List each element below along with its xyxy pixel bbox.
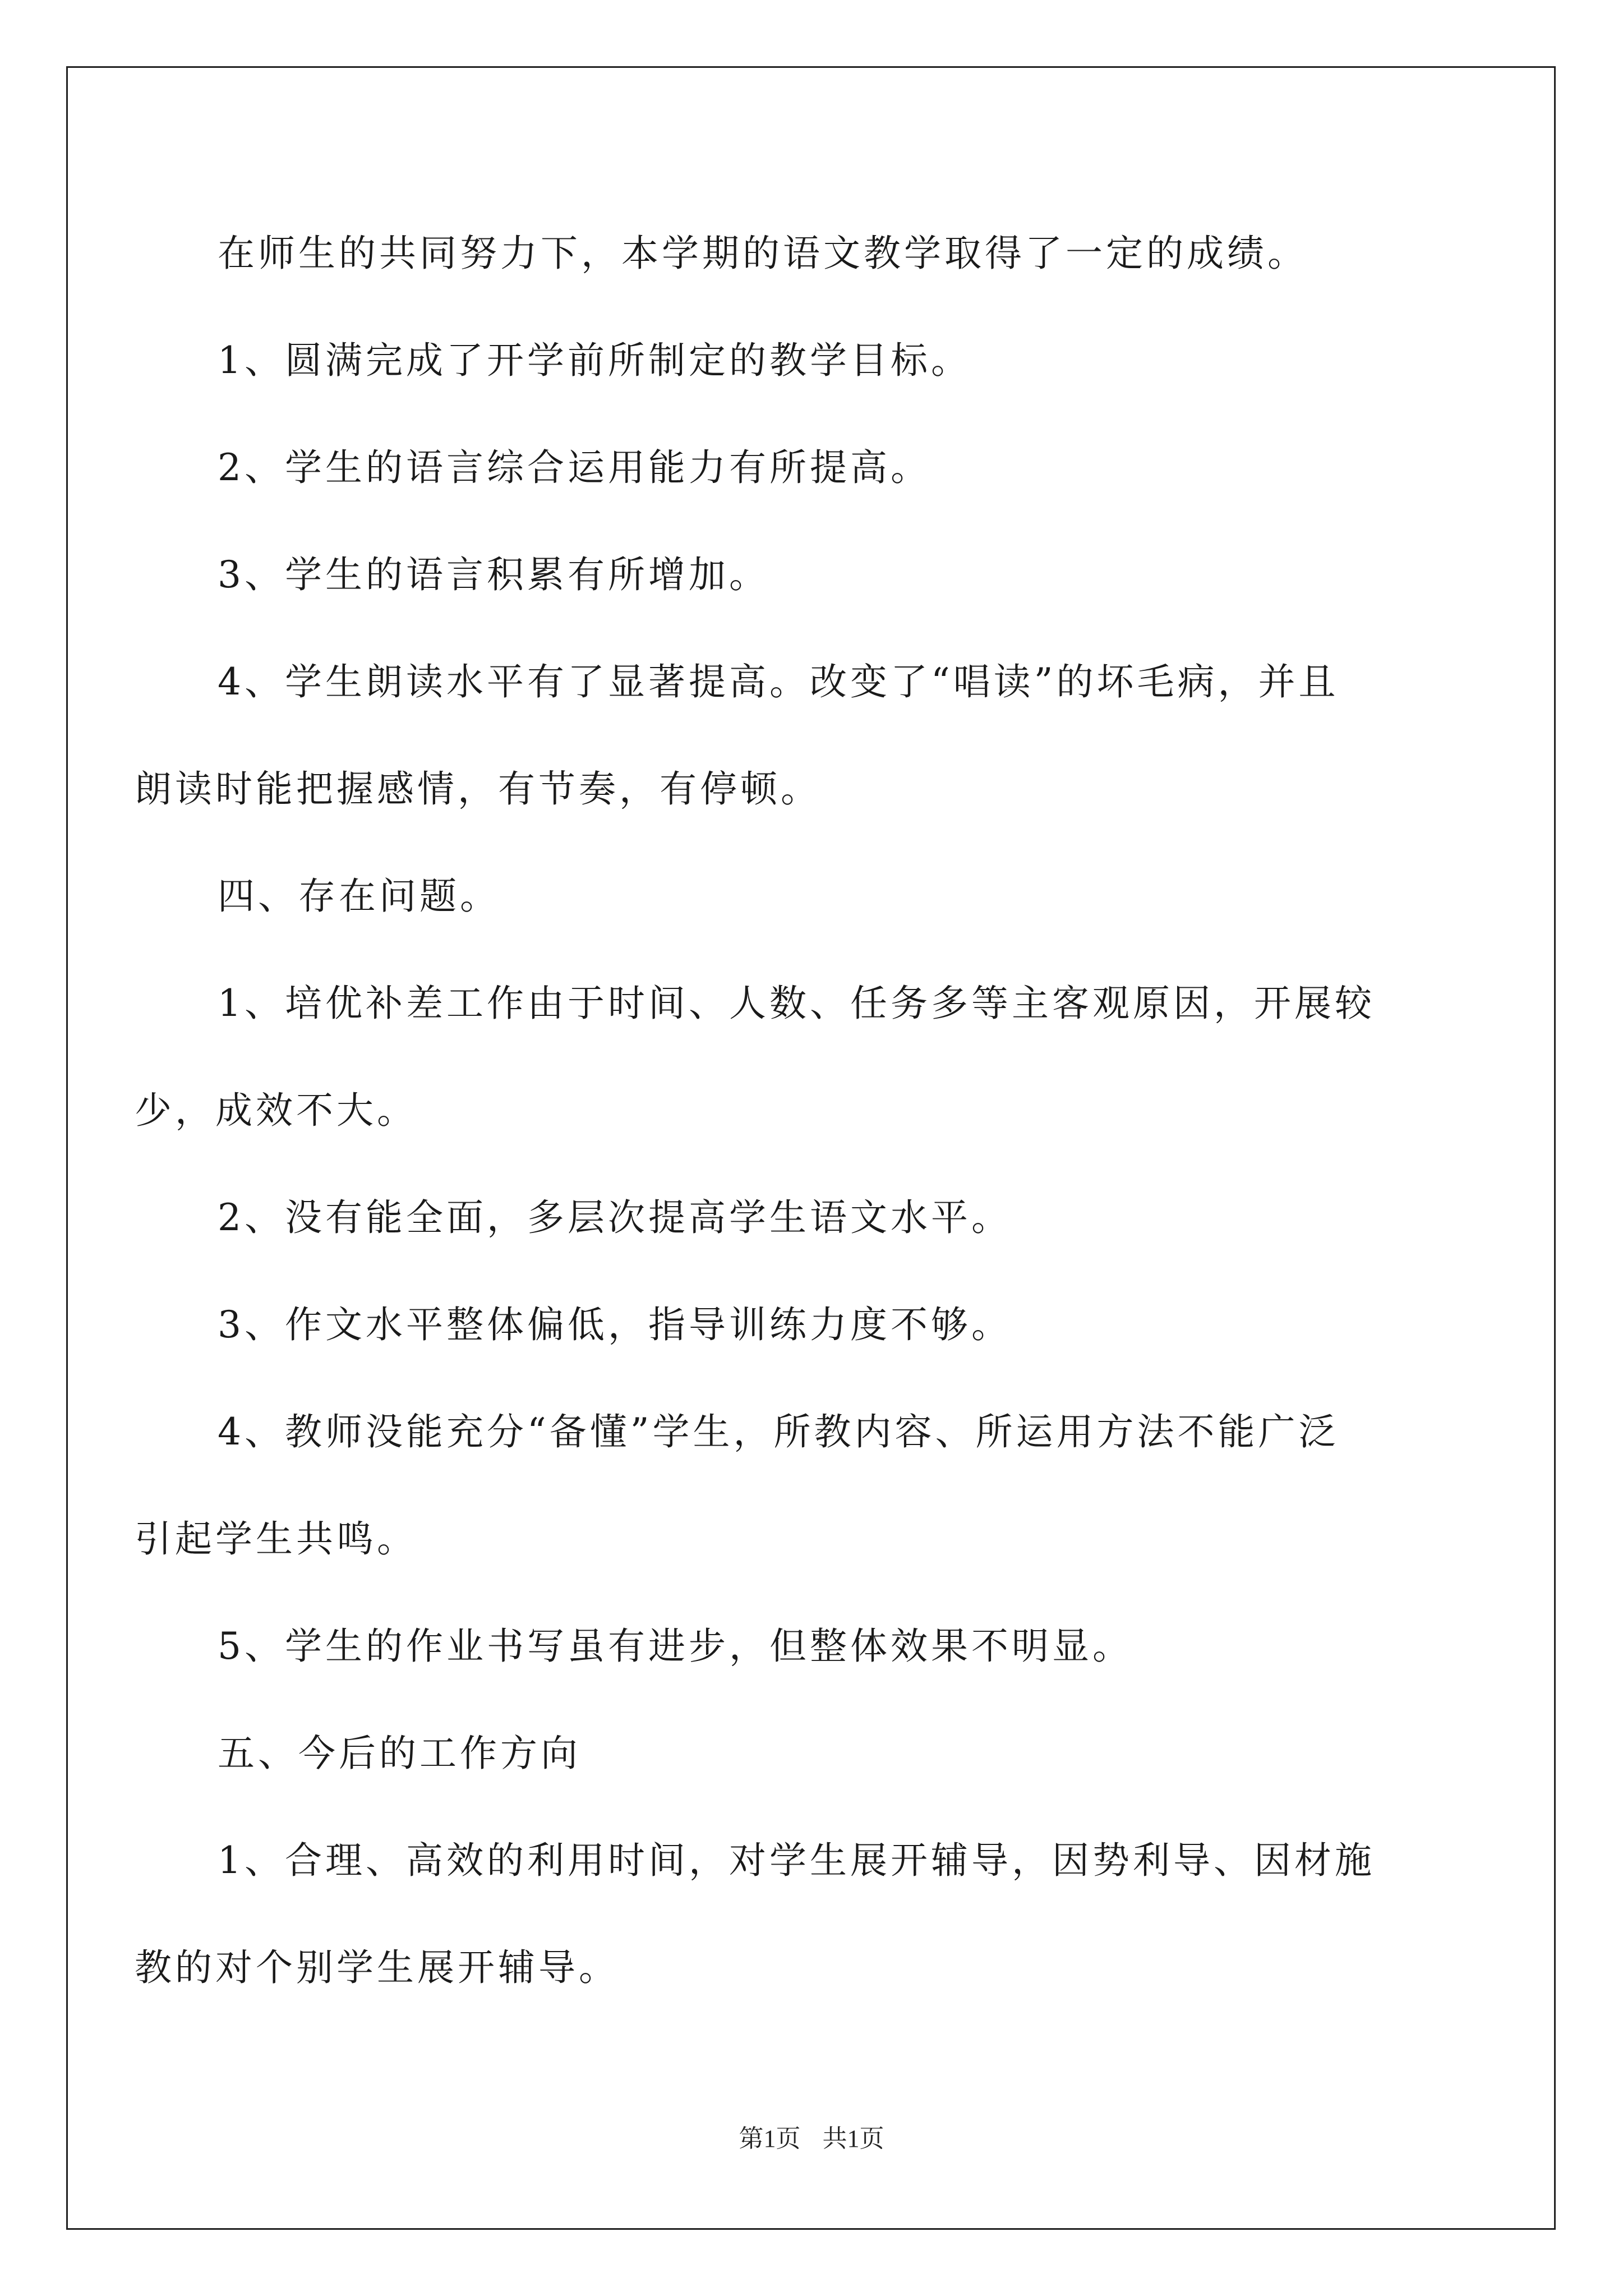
- page-number: 第1页: [739, 2125, 801, 2152]
- page-total: 共1页: [822, 2125, 884, 2152]
- paragraph-line: 1、培优补差工作由于时间、人数、任务多等主客观原因，开展较: [218, 982, 1375, 1025]
- paragraph-line: 引起学生共鸣。: [135, 1517, 417, 1561]
- page-border: [66, 66, 1556, 2230]
- paragraph-line: 朗读时能把握感情，有节奏，有停顿。: [135, 767, 821, 811]
- paragraph-line: 4、学生朗读水平有了显著提高。改变了“唱读”的坏毛病，并且: [218, 660, 1339, 703]
- paragraph-line: 3、学生的语言积累有所增加。: [218, 553, 769, 596]
- paragraph-line: 5、学生的作业书写虽有进步，但整体效果不明显。: [218, 1625, 1133, 1668]
- section-heading: 四、存在问题。: [218, 875, 500, 918]
- paragraph-line: 3、作文水平整体偏低，指导训练力度不够。: [218, 1303, 1012, 1346]
- paragraph-line: 1、圆满完成了开学前所制定的教学目标。: [218, 339, 971, 382]
- paragraph-line: 1、合理、高效的利用时间，对学生展开辅导，因势利导、因材施: [218, 1839, 1375, 1882]
- paragraph-line: 少，成效不大。: [135, 1089, 417, 1132]
- page-footer: [0, 2123, 1623, 2155]
- paragraph-line: 2、学生的语言综合运用能力有所提高。: [218, 446, 931, 489]
- paragraph-line: 教的对个别学生展开辅导。: [135, 1946, 619, 1989]
- paragraph-line: 4、教师没能充分“备懂”学生，所教内容、所运用方法不能广泛: [218, 1410, 1339, 1453]
- section-heading: 五、今后的工作方向: [218, 1732, 581, 1775]
- paragraph-line: 在师生的共同努力下，本学期的语文教学取得了一定的成绩。: [218, 232, 1308, 275]
- paragraph-line: 2、没有能全面，多层次提高学生语文水平。: [218, 1196, 1012, 1239]
